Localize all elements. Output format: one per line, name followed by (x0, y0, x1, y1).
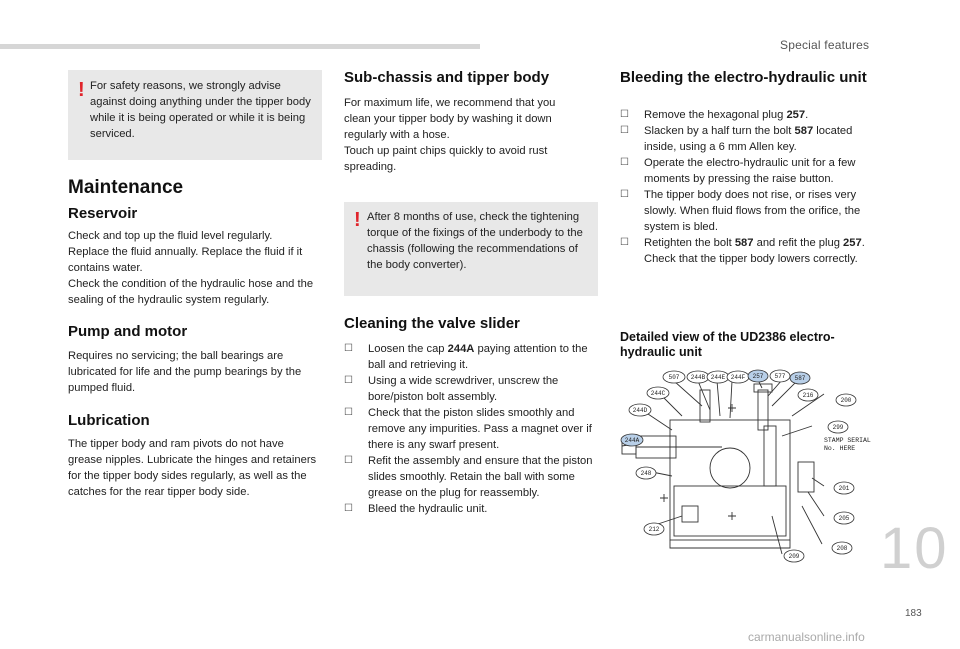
checkbox-icon: ☐ (620, 125, 629, 136)
label-244b: 244B (690, 374, 706, 381)
valve-slider-steps (344, 341, 600, 517)
list-item: ☐ Loosen the cap 244A paying attention to the ball and retrieving it. (344, 343, 588, 371)
reservoir-text-3: Check the condition of the hydraulic hose and the sealing of the hydraulic system regularly. (68, 278, 314, 306)
section-title: Special features (780, 38, 870, 52)
lubrication-heading: Lubrication (68, 412, 150, 429)
label-248: 248 (640, 470, 652, 477)
label-205: 205 (838, 515, 850, 522)
safety-warning-text: For safety reasons, we strongly advise against doing anything under the tipper body while it is being operated or while it is being serviced. (90, 80, 311, 140)
bleeding-heading: Bleeding the electro-hydraulic unit (620, 69, 867, 86)
sub-chassis-text-2: Touch up paint chips quickly to avoid rust spreading. (344, 145, 548, 173)
reservoir-text (68, 228, 326, 308)
bolt-head (754, 384, 772, 392)
checkbox-icon: ☐ (344, 503, 353, 514)
safety-warning-box (68, 70, 322, 160)
list-item: ☐ Operate the electro-hydraulic unit for a few moments by pressing the raise button. (620, 157, 856, 185)
label-244e: 244E (710, 374, 726, 381)
label-244f: 244F (730, 374, 746, 381)
crosshair-marks (660, 404, 736, 520)
checkbox-icon: ☐ (344, 375, 353, 386)
sub-chassis-text-1: For maximum life, we recommend that you clean your tipper body by washing it down regularly with a hose. (344, 97, 556, 141)
valve-stem (764, 426, 776, 486)
label-587: 587 (794, 375, 806, 382)
chapter-number: 10 (880, 516, 949, 581)
unit-base (670, 540, 790, 548)
checkbox-icon: ☐ (344, 407, 353, 418)
checkbox-icon: ☐ (620, 157, 629, 168)
list-item: ☐ Retighten the bolt 587 and refit the plug 257. Check that the tipper body lowers correctly. (620, 237, 865, 265)
bleeding-steps (620, 107, 876, 267)
page-number: 183 (905, 608, 922, 619)
checkbox-icon: ☐ (620, 109, 629, 120)
label-257: 257 (752, 373, 764, 380)
warning-icon: ! (354, 209, 361, 231)
label-201: 201 (838, 485, 850, 492)
watermark: carmanualsonline.info (748, 630, 865, 644)
sub-chassis-heading: Sub-chassis and tipper body (344, 69, 550, 86)
list-item: ☐ Refit the assembly and ensure that the piston slides smoothly. Retain the ball with some grease on the plug for reassembly. (344, 455, 593, 499)
label-577: 577 (774, 373, 786, 380)
list-item: ☐ Bleed the hydraulic unit. (344, 503, 488, 515)
torque-warning-box (344, 202, 598, 296)
sub-chassis-text (344, 95, 584, 175)
label-244c: 244C (650, 390, 666, 397)
label-216: 216 (802, 392, 814, 399)
unit-chamber (710, 448, 750, 488)
label-200: 200 (840, 397, 852, 404)
checkbox-icon: ☐ (620, 237, 629, 248)
pump-heading: Pump and motor (68, 323, 188, 340)
unit-lower-block (674, 486, 786, 536)
label-507: 507 (668, 374, 680, 381)
header-bar (0, 44, 480, 49)
right-fitting (798, 462, 814, 492)
label-299: 299 (832, 424, 844, 431)
valve-slider-heading: Cleaning the valve slider (344, 315, 520, 332)
checkbox-icon: ☐ (344, 343, 353, 354)
list-item: ☐ Using a wide screwdriver, unscrew the bore/piston bolt assembly. (344, 375, 559, 403)
label-209: 209 (788, 553, 800, 560)
pump-text: Requires no servicing; the ball bearings are lubricated for life and the pump bearings by the pumped fluid. (68, 350, 302, 394)
list-item: ☐ Check that the piston slides smoothly and remove any impurities. Pass a magnet over if there is any swarf present. (344, 407, 592, 451)
stamp-serial-label-2: No. HERE (824, 445, 856, 452)
label-244d: 244D (632, 407, 648, 414)
bolt-stem (758, 390, 768, 430)
list-item: ☐ Remove the hexagonal plug 257. (620, 109, 809, 121)
torque-warning-text: After 8 months of use, check the tightening torque of the fixings of the underbody to the chassis (following the recommendations of the body converter). (367, 211, 583, 271)
list-item: ☐ The tipper body does not rise, or rises very slowly. When fluid flows from the orifice, the system is bled. (620, 189, 861, 233)
maintenance-heading: Maintenance (68, 177, 184, 198)
lubrication-text: The tipper body and ram pivots do not have grease nipples. Lubricate the hinges and retainers for the tipper body sides regularly, as well as the catches for the rear tipper body side. (68, 438, 317, 498)
reservoir-text-1: Check and top up the fluid level regularly. (68, 230, 273, 242)
label-244a: 244A (624, 437, 640, 444)
checkbox-icon: ☐ (344, 455, 353, 466)
detail-view-heading: Detailed view of the UD2386 electro-hydraulic unit (620, 330, 835, 359)
hydraulic-unit-diagram (612, 366, 880, 566)
warning-icon: ! (78, 79, 85, 101)
reservoir-text-2: Replace the fluid annually. Replace the fluid if it contains water. (68, 246, 303, 274)
lower-fitting (682, 506, 698, 522)
stamp-serial-label: STAMP SERIAL (824, 437, 871, 444)
checkbox-icon: ☐ (620, 189, 629, 200)
reservoir-heading: Reservoir (68, 205, 138, 222)
label-212: 212 (648, 526, 660, 533)
list-item: ☐ Slacken by a half turn the bolt 587 located inside, using a 6 mm Allen key. (620, 125, 853, 153)
label-208: 208 (836, 545, 848, 552)
